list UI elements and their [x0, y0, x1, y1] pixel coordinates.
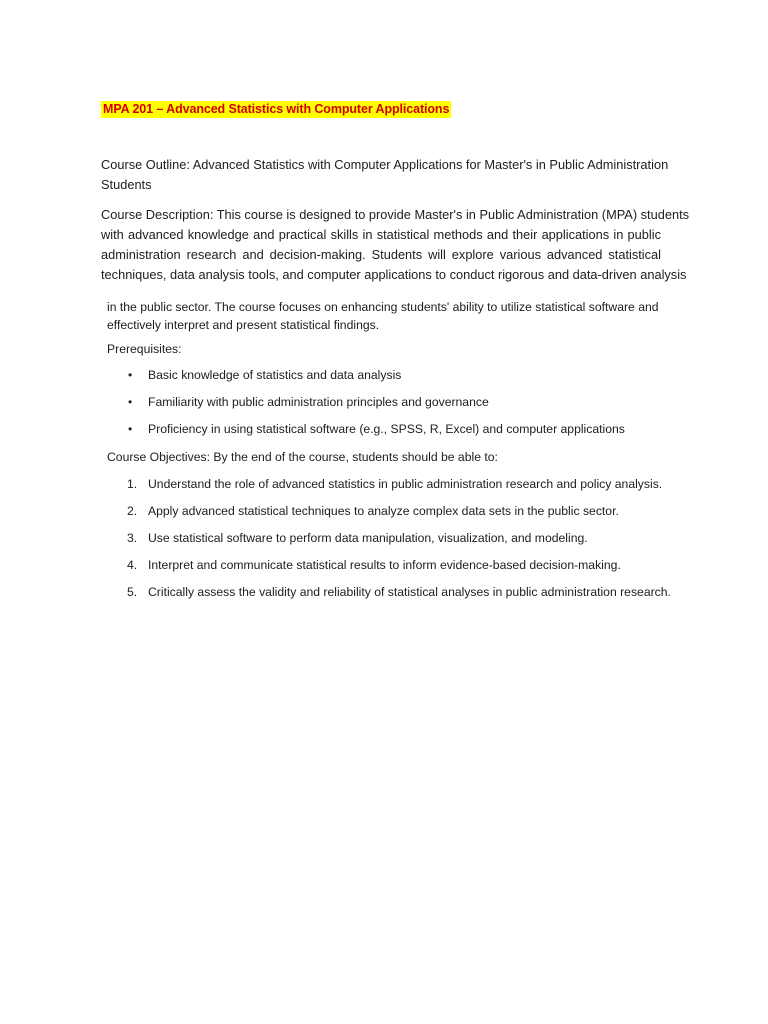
- bullet-icon: •: [128, 368, 133, 382]
- objective-number: 4.: [127, 558, 138, 572]
- course-title: MPA 201 – Advanced Statistics with Computer Applications: [103, 102, 450, 116]
- objective-text: Understand the role of advanced statistics in public administration research and policy analysis.: [148, 477, 663, 491]
- prerequisites-heading: Prerequisites:: [107, 342, 182, 356]
- prerequisites-list: [107, 368, 625, 449]
- prerequisite-text: Basic knowledge of statistics and data analysis: [148, 368, 402, 382]
- bullet-icon: •: [128, 422, 133, 436]
- continuation-line: effectively interpret and present statistical findings.: [107, 318, 380, 332]
- course-outline: [101, 155, 669, 195]
- objective-text: Critically assess the validity and reliability of statistical analyses in public administration research.: [148, 585, 671, 599]
- list-item: [107, 531, 671, 558]
- continuation-line: in the public sector. The course focuses on enhancing students' ability to utilize statistical software and: [107, 300, 659, 314]
- description-continuation: [107, 298, 687, 334]
- list-item: [107, 422, 625, 449]
- prerequisite-text: Proficiency in using statistical software (e.g., SPSS, R, Excel) and computer applications: [148, 422, 625, 436]
- objective-text: Apply advanced statistical techniques to analyze complex data sets in the public sector.: [148, 504, 619, 518]
- list-item: [107, 368, 625, 395]
- list-item: [107, 504, 671, 531]
- objective-number: 2.: [127, 504, 138, 518]
- description-line: administration research and decision-making. Students will explore various advanced statistical: [101, 247, 661, 262]
- list-item: [107, 558, 671, 585]
- objective-text: Use statistical software to perform data manipulation, visualization, and modeling.: [148, 531, 588, 545]
- objectives-list: [107, 477, 671, 612]
- list-item: [107, 395, 625, 422]
- description-line: Course Description: This course is designed to provide Master's in Public Administration (MPA) students: [101, 207, 690, 222]
- description-line: techniques, data analysis tools, and computer applications to conduct rigorous and data-driven analysis: [101, 267, 687, 282]
- objective-text: Interpret and communicate statistical results to inform evidence-based decision-making.: [148, 558, 621, 572]
- outline-line: Students: [101, 177, 152, 192]
- bullet-icon: •: [128, 395, 133, 409]
- objective-number: 1.: [127, 477, 138, 491]
- description-line: with advanced knowledge and practical skills in statistical methods and their applications in public: [101, 227, 661, 242]
- outline-line: Course Outline: Advanced Statistics with Computer Applications for Master's in Public Administration: [101, 157, 669, 172]
- objective-number: 5.: [127, 585, 138, 599]
- prerequisite-text: Familiarity with public administration principles and governance: [148, 395, 489, 409]
- course-description: [101, 205, 690, 285]
- list-item: [107, 477, 671, 504]
- objectives-heading: Course Objectives: By the end of the course, students should be able to:: [107, 450, 498, 464]
- objective-number: 3.: [127, 531, 138, 545]
- list-item: [107, 585, 671, 612]
